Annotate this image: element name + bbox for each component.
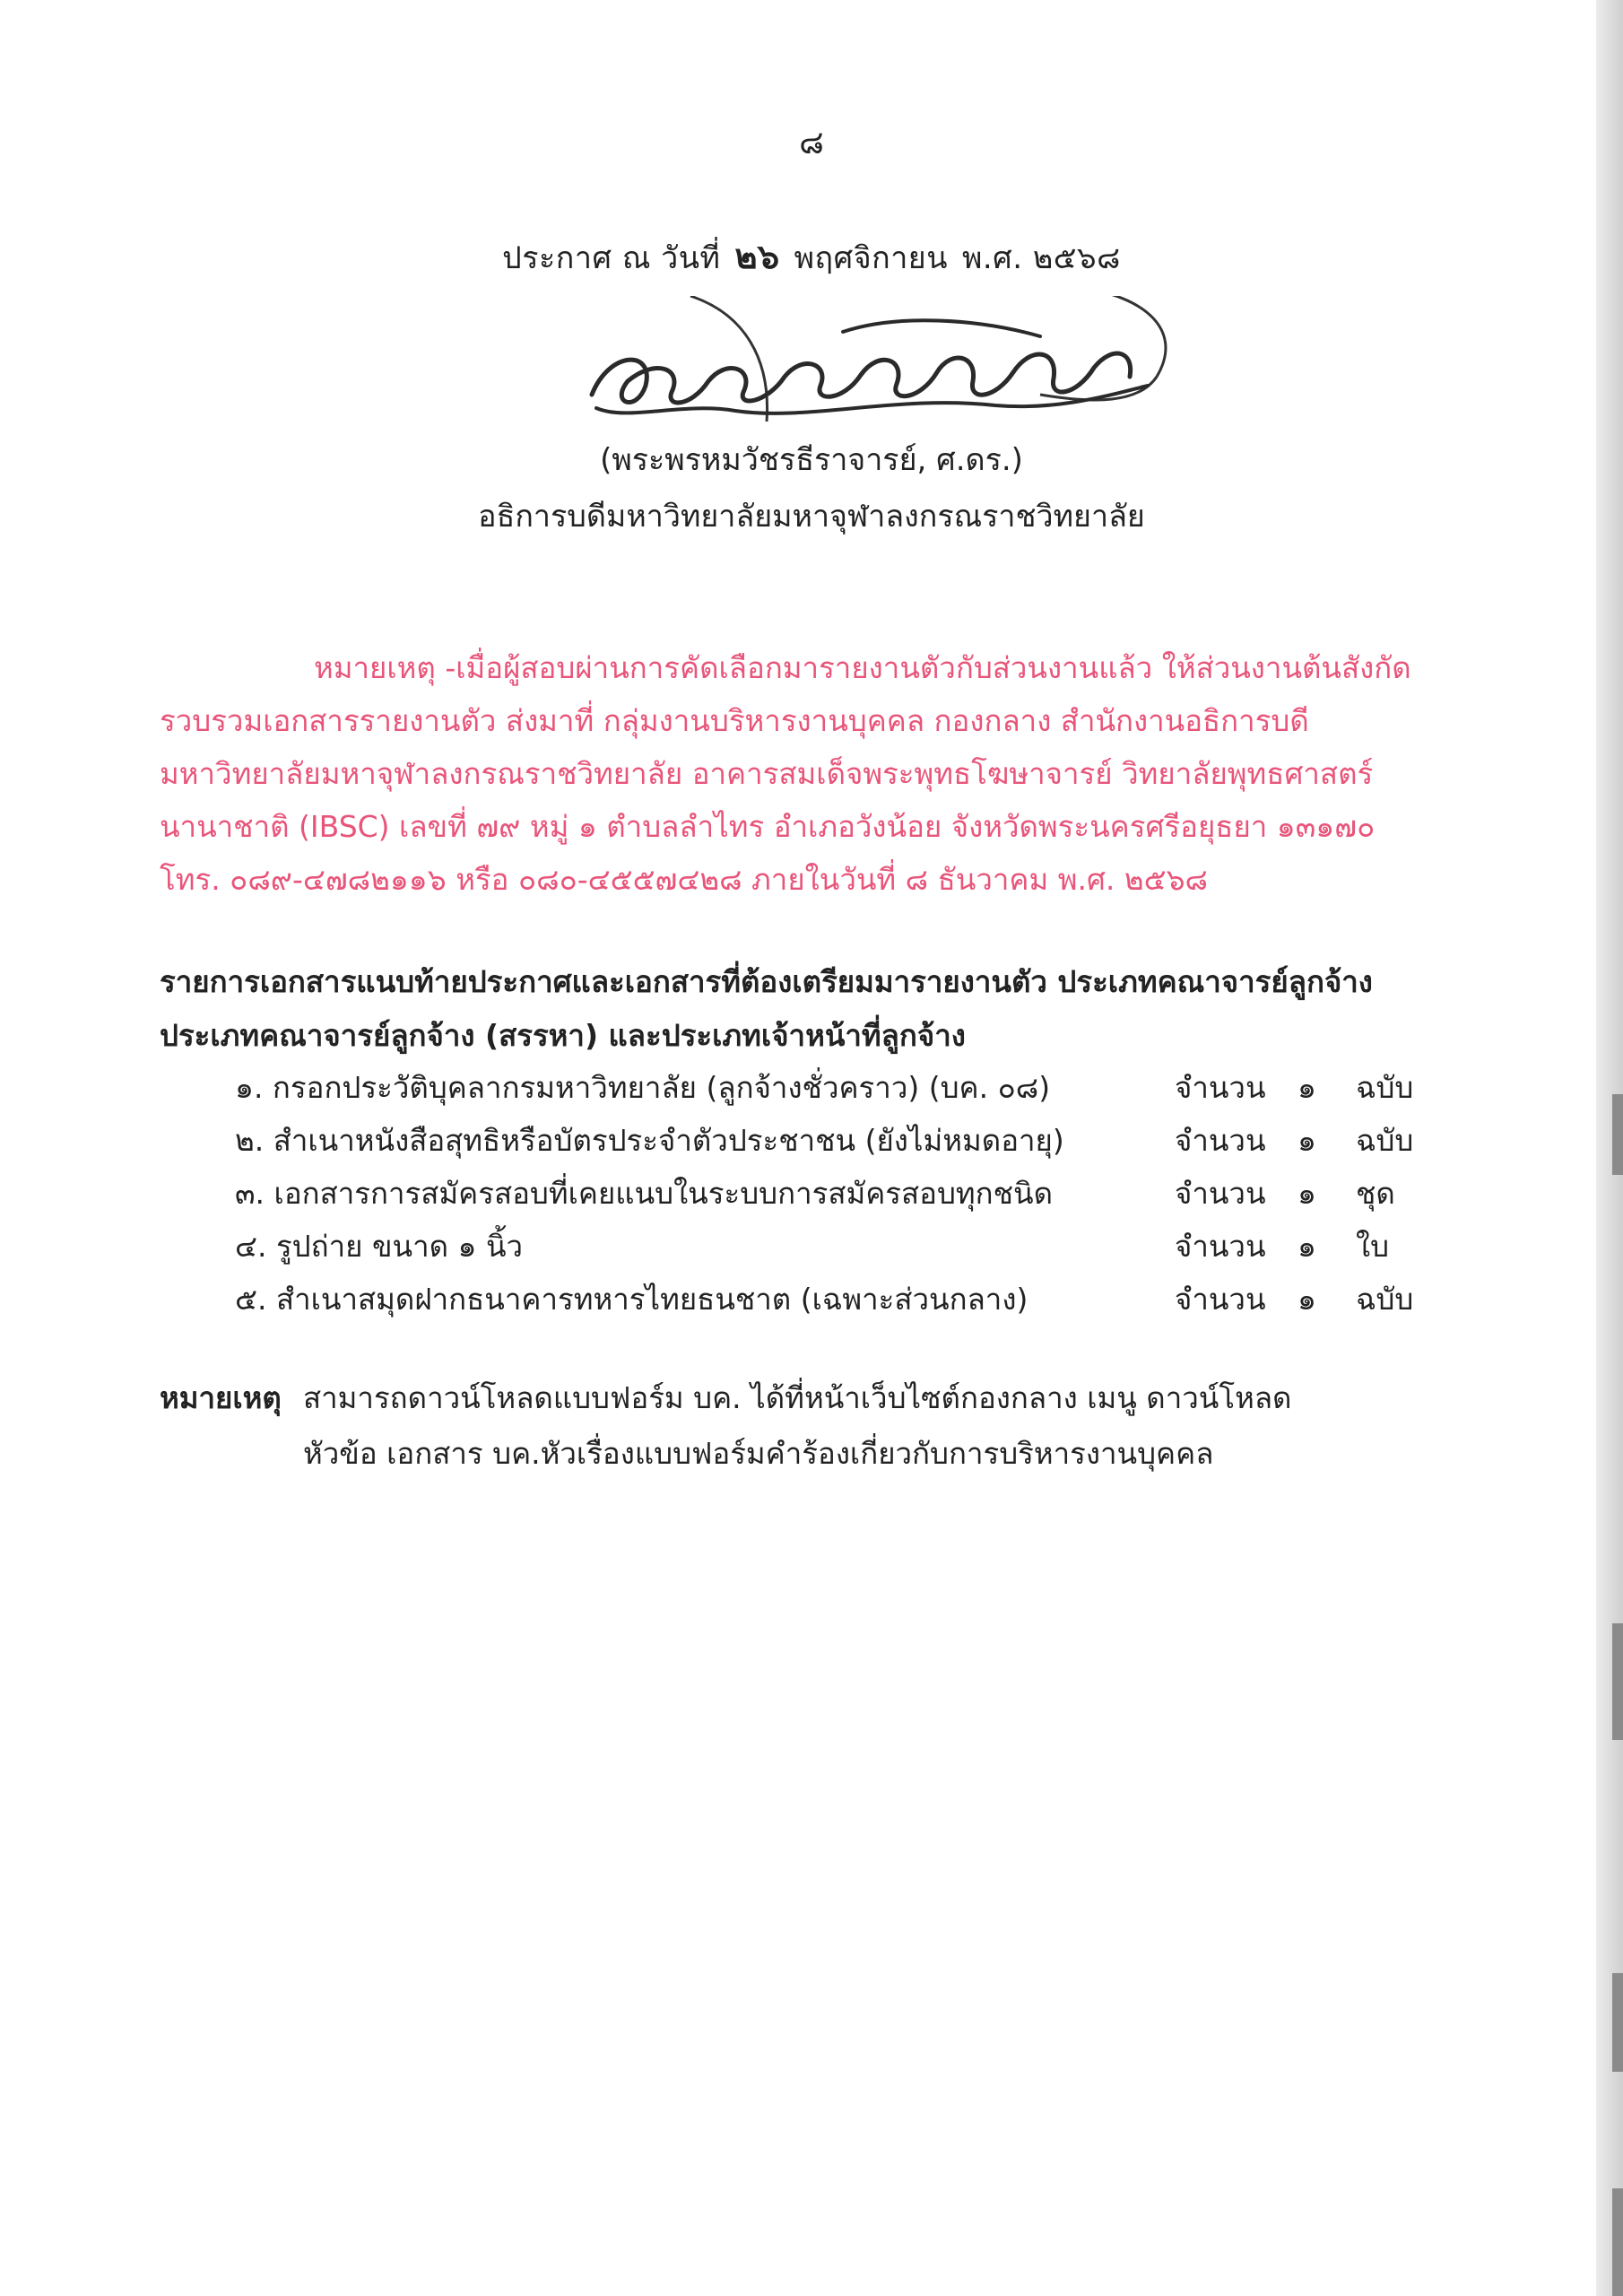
quantity-label: จำนวน bbox=[1175, 1282, 1266, 1317]
list-item bbox=[235, 1114, 1436, 1167]
quantity-label: จำนวน bbox=[1175, 1229, 1266, 1264]
footnote-line: สามารถดาวน์โหลดแบบฟอร์ม บค. ได้ที่หน้าเว็บไซต์กองกลาง เมนู ดาวน์โหลด bbox=[303, 1380, 1292, 1415]
quantity-label: จำนวน bbox=[1175, 1070, 1266, 1105]
quantity-value: ๑ bbox=[1298, 1176, 1316, 1211]
quantity-label: จำนวน bbox=[1175, 1123, 1266, 1158]
signer-position: อธิการบดีมหาวิทยาลัยมหาจุฬาลงกรณราชวิทยาลัย bbox=[478, 499, 1145, 535]
red-note-line: หมายเหตุ -เมื่อผู้สอบผ่านการคัดเลือกมารายงานตัวกับส่วนงานแล้ว ให้ส่วนงานต้นสังกัด bbox=[314, 650, 1411, 685]
red-note-line: รวบรวมเอกสารรายงานตัว ส่งมาที่ กลุ่มงานบริหารงานบุคคล กองกลาง สำนักงานอธิการบดี bbox=[160, 703, 1309, 738]
announcement-day: ๒๖ bbox=[734, 237, 780, 276]
announcement-year: พ.ศ. ๒๕๖๘ bbox=[961, 240, 1121, 276]
footnote-line: หัวข้อ เอกสาร บค.หัวเรื่องแบบฟอร์มคำร้องเกี่ยวกับการบริหารงานบุคคล bbox=[303, 1436, 1214, 1471]
documents-heading bbox=[160, 955, 1433, 1063]
quantity-label: จำนวน bbox=[1175, 1176, 1266, 1211]
quantity-value: ๑ bbox=[1298, 1123, 1316, 1158]
documents-heading-line: รายการเอกสารแนบท้ายประกาศและเอกสารที่ต้องเตรียมมารายงานตัว ประเภทคณาจารย์ลูกจ้าง bbox=[160, 964, 1373, 999]
quantity-unit: ฉบับ bbox=[1356, 1070, 1414, 1105]
red-note bbox=[160, 641, 1433, 906]
scan-edge-mark bbox=[1612, 2188, 1623, 2296]
document-name: ๓. เอกสารการสมัครสอบที่เคยแนบในระบบการสมัครสอบทุกชนิด bbox=[235, 1176, 1054, 1211]
document-name: ๔. รูปถ่าย ขนาด ๑ นิ้ว bbox=[235, 1229, 524, 1264]
quantity-unit: ฉบับ bbox=[1356, 1123, 1414, 1158]
document-name: ๕. สำเนาสมุดฝากธนาคารทหารไทยธนชาต (เฉพาะส่วนกลาง) bbox=[235, 1282, 1028, 1317]
list-item bbox=[235, 1167, 1436, 1220]
announcement-prefix: ประกาศ ณ วันที่ bbox=[502, 240, 721, 276]
page-number: ๘ bbox=[799, 125, 824, 161]
list-item bbox=[235, 1273, 1436, 1326]
list-item bbox=[235, 1061, 1436, 1114]
quantity-unit: ชุด bbox=[1356, 1176, 1395, 1211]
announcement-date-line bbox=[0, 229, 1623, 283]
documents-heading-line: ประเภทคณาจารย์ลูกจ้าง (สรรหา) และประเภทเจ้าหน้าที่ลูกจ้าง bbox=[160, 1018, 966, 1053]
red-note-line: นานาชาติ (IBSC) เลขที่ ๗๙ หมู่ ๑ ตำบลลำไทร อำเภอวังน้อย จังหวัดพระนครศรีอยุธยา ๑๓๑๗๐ bbox=[160, 809, 1376, 844]
document-name: ๒. สำเนาหนังสือสุทธิหรือบัตรประจำตัวประชาชน (ยังไม่หมดอายุ) bbox=[235, 1123, 1064, 1158]
documents-list bbox=[235, 1061, 1436, 1326]
scan-edge-mark bbox=[1612, 1094, 1623, 1175]
quantity-value: ๑ bbox=[1298, 1282, 1316, 1317]
scan-edge-mark bbox=[1612, 1623, 1623, 1740]
announcement-month: พฤศจิกายน bbox=[794, 240, 948, 276]
scan-edge-mark bbox=[1612, 1973, 1623, 2072]
quantity-value: ๑ bbox=[1298, 1070, 1316, 1105]
footnote-label: หมายเหตุ bbox=[160, 1380, 282, 1415]
quantity-value: ๑ bbox=[1298, 1229, 1316, 1264]
red-note-line: โทร. ๐๘๙-๔๗๘๒๑๑๖ หรือ ๐๘๐-๔๕๕๗๔๒๘ ภายในวันที่ ๘ ธันวาคม พ.ศ. ๒๕๖๘ bbox=[160, 862, 1209, 897]
quantity-unit: ฉบับ bbox=[1356, 1282, 1414, 1317]
red-note-line: มหาวิทยาลัยมหาจุฬาลงกรณราชวิทยาลัย อาคารสมเด็จพระพุทธโฆษาจารย์ วิทยาลัยพุทธศาสตร์ bbox=[160, 756, 1374, 791]
signer-name: (พระพรหมวัชรธีราจารย์, ศ.ดร.) bbox=[600, 442, 1023, 478]
list-item bbox=[235, 1220, 1436, 1273]
document-name: ๑. กรอกประวัติบุคลากรมหาวิทยาลัย (ลูกจ้างชั่วคราว) (บค. ๐๘) bbox=[235, 1070, 1051, 1105]
quantity-unit: ใบ bbox=[1356, 1229, 1390, 1264]
